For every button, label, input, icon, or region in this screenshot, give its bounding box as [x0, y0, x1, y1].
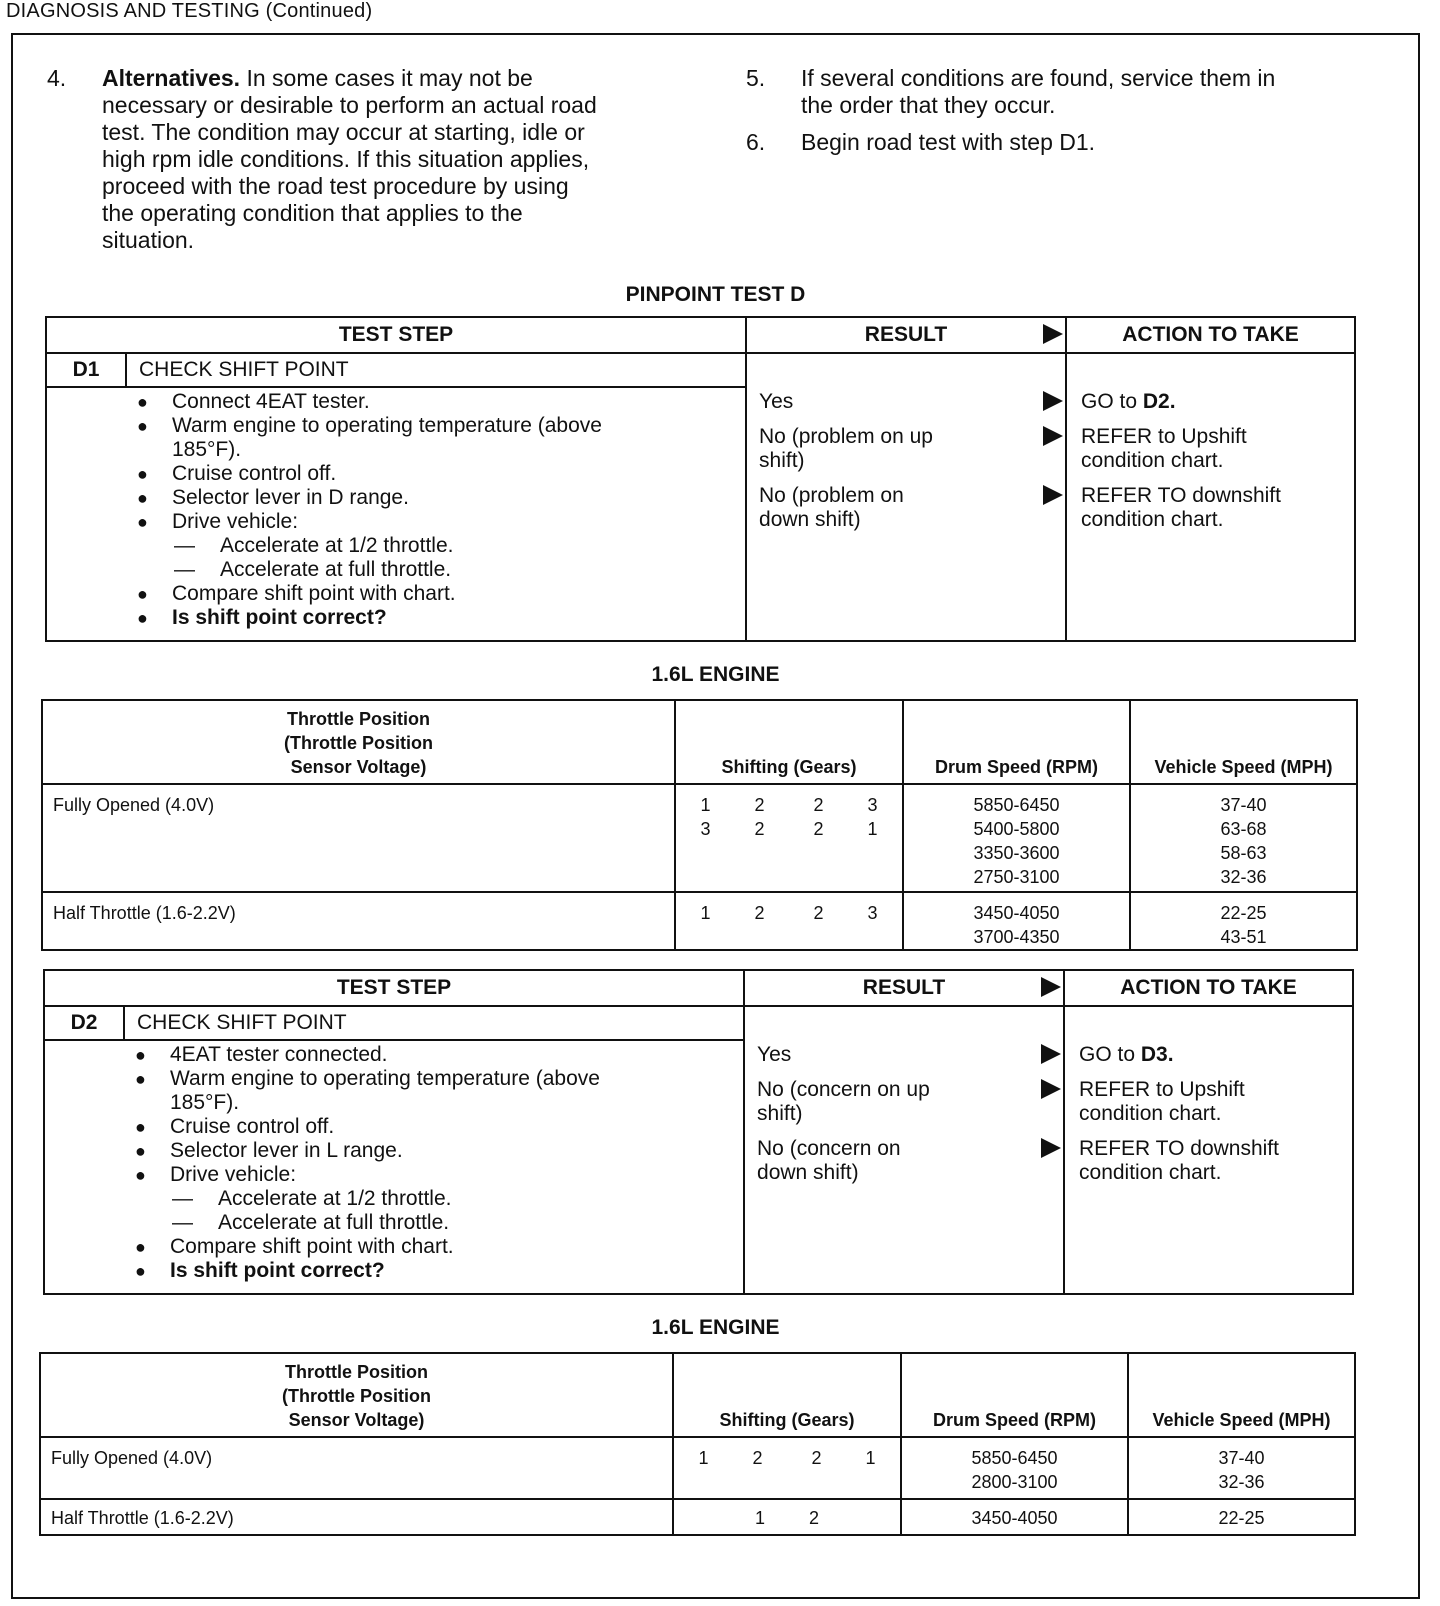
action-header: ACTION TO TAKE [1064, 970, 1353, 1006]
step-question: ● Is shift point correct? [45, 1259, 743, 1283]
pinpoint-table-d1 [45, 316, 1356, 642]
vehicle-speed-cell: 37-40 63-68 58-63 32-36 [1130, 784, 1357, 892]
item-number: 4. [47, 65, 67, 91]
vehicle-speed-header: Vehicle Speed (MPH) [1128, 1353, 1355, 1437]
step-item: ● Selector lever in L range. [45, 1139, 743, 1163]
line: In some cases it may not be [246, 65, 533, 91]
arrow-icon [1043, 324, 1063, 344]
line: high rpm idle conditions. If this situation applies, [102, 146, 590, 172]
drum-speed-cell: 3450-4050 3700-4350 [903, 892, 1130, 950]
step-item: ● Drive vehicle: [47, 510, 745, 534]
result-header-label: RESULT [862, 976, 946, 999]
result-yes: Yes [759, 390, 794, 413]
vehicle-speed-header: Vehicle Speed (MPH) [1130, 700, 1357, 784]
line: the order that they occur. [801, 92, 1056, 118]
action-go: GO to D2. [1081, 390, 1176, 413]
result-header [746, 317, 1066, 353]
throttle-position-header: Throttle Position (Throttle Position Sensor Voltage) [40, 1353, 673, 1437]
step-question: ● Is shift point correct? [47, 606, 745, 630]
item-number: 6. [746, 129, 766, 155]
item-text: Begin road test with step D1. [801, 129, 1096, 155]
result-cell [744, 1006, 1064, 1294]
drum-speed-cell: 5850-6450 5400-5800 3350-3600 2750-3100 [903, 784, 1130, 892]
action-upshift: REFER to Upshift condition chart. [1079, 1078, 1245, 1125]
vehicle-speed-cell: 22-25 [1128, 1499, 1355, 1535]
throttle-label: Fully Opened (4.0V) [42, 784, 675, 892]
step-item: ● Compare shift point with chart. [45, 1235, 743, 1259]
step-item: ● 4EAT tester connected. [45, 1043, 743, 1067]
step-item: ● Compare shift point with chart. [47, 582, 745, 606]
result-yes: Yes [757, 1043, 792, 1066]
step-item: ● Connect 4EAT tester. [47, 390, 745, 414]
arrow-icon [1043, 391, 1063, 411]
vehicle-speed-cell: 37-40 32-36 [1128, 1437, 1355, 1499]
step-subitem: — Accelerate at 1/2 throttle. [47, 534, 745, 558]
action-go: GO to D3. [1079, 1043, 1174, 1066]
step-subitem: — Accelerate at full throttle. [45, 1211, 743, 1235]
action-upshift: REFER to Upshift condition chart. [1081, 425, 1247, 472]
step-item-cont: 185°F). [172, 438, 242, 461]
line: necessary or desirable to perform an actual road [102, 92, 597, 118]
throttle-position-header: Throttle Position (Throttle Position Sensor Voltage) [42, 700, 675, 784]
gears-cell: 1 2 2 3 3 2 2 1 [675, 784, 903, 892]
pinpoint-table-d2 [43, 969, 1354, 1295]
step-item: ● Cruise control off. [45, 1115, 743, 1139]
arrow-icon [1041, 977, 1061, 997]
result-no-down: No (concern on down shift) [757, 1137, 901, 1184]
engine-title-1: 1.6L ENGINE [651, 663, 780, 686]
line: proceed with the road test procedure by using [102, 173, 569, 199]
arrow-icon [1041, 1138, 1061, 1158]
engine-title-2: 1.6L ENGINE [651, 1316, 780, 1339]
test-step-header: TEST STEP [46, 317, 746, 353]
throttle-label: Half Throttle (1.6-2.2V) [42, 892, 675, 950]
line: the operating condition that applies to the [102, 200, 523, 226]
step-list [47, 390, 745, 630]
drum-speed-header: Drum Speed (RPM) [901, 1353, 1128, 1437]
pinpoint-title: PINPOINT TEST D [625, 283, 806, 306]
test-step-header: TEST STEP [44, 970, 744, 1006]
arrow-icon [1043, 485, 1063, 505]
gears-cell: 1 2 [673, 1499, 901, 1535]
action-downshift: REFER TO downshift condition chart. [1079, 1137, 1279, 1184]
action-cell [1064, 1006, 1353, 1294]
step-subitem: — Accelerate at 1/2 throttle. [45, 1187, 743, 1211]
arrow-icon [1043, 426, 1063, 446]
line: If several conditions are found, service them in [801, 65, 1276, 91]
result-header [744, 970, 1064, 1006]
arrow-icon [1041, 1079, 1061, 1099]
throttle-label: Half Throttle (1.6-2.2V) [40, 1499, 673, 1535]
item-text [801, 65, 1361, 119]
step-id: D1 [46, 353, 126, 387]
step-item: ● Selector lever in D range. [47, 486, 745, 510]
shifting-header: Shifting (Gears) [675, 700, 903, 784]
item-text [102, 65, 702, 254]
arrow-icon [1041, 1044, 1061, 1064]
step-list [45, 1043, 743, 1283]
result-no-down: No (problem on down shift) [759, 484, 904, 531]
step-name: CHECK SHIFT POINT [126, 353, 746, 387]
step-subitem: — Accelerate at full throttle. [47, 558, 745, 582]
line: situation. [102, 227, 195, 253]
result-cell [746, 353, 1066, 641]
engine-table-1 [41, 699, 1358, 951]
action-downshift: REFER TO downshift condition chart. [1081, 484, 1281, 531]
result-no-up: No (concern on up shift) [757, 1078, 930, 1125]
step-item: ● Drive vehicle: [45, 1163, 743, 1187]
step-details [46, 387, 746, 641]
throttle-label: Fully Opened (4.0V) [40, 1437, 673, 1499]
engine-table-2 [39, 1352, 1356, 1536]
step-id: D2 [44, 1006, 124, 1040]
vehicle-speed-cell: 22-25 43-51 [1130, 892, 1357, 950]
page-header: DIAGNOSIS AND TESTING (Continued) [6, 0, 373, 22]
drum-speed-cell: 5850-6450 2800-3100 [901, 1437, 1128, 1499]
item-number: 5. [746, 65, 766, 91]
gears-cell: 1 2 2 1 [673, 1437, 901, 1499]
step-item: ● Warm engine to operating temperature (above [45, 1067, 743, 1091]
item-lead: Alternatives. [102, 65, 241, 91]
gears-cell: 1 2 2 3 [675, 892, 903, 950]
content-frame [11, 33, 1420, 1599]
line: test. The condition may occur at starting, idle or [102, 119, 585, 145]
step-item: ● Warm engine to operating temperature (above [47, 414, 745, 438]
drum-speed-cell: 3450-4050 [901, 1499, 1128, 1535]
step-item-cont: 185°F). [170, 1091, 240, 1114]
shifting-header: Shifting (Gears) [673, 1353, 901, 1437]
action-cell [1066, 353, 1355, 641]
result-no-up: No (problem on up shift) [759, 425, 933, 472]
action-header: ACTION TO TAKE [1066, 317, 1355, 353]
result-header-label: RESULT [864, 323, 948, 346]
step-item: ● Cruise control off. [47, 462, 745, 486]
drum-speed-header: Drum Speed (RPM) [903, 700, 1130, 784]
step-name: CHECK SHIFT POINT [124, 1006, 744, 1040]
step-details [44, 1040, 744, 1294]
